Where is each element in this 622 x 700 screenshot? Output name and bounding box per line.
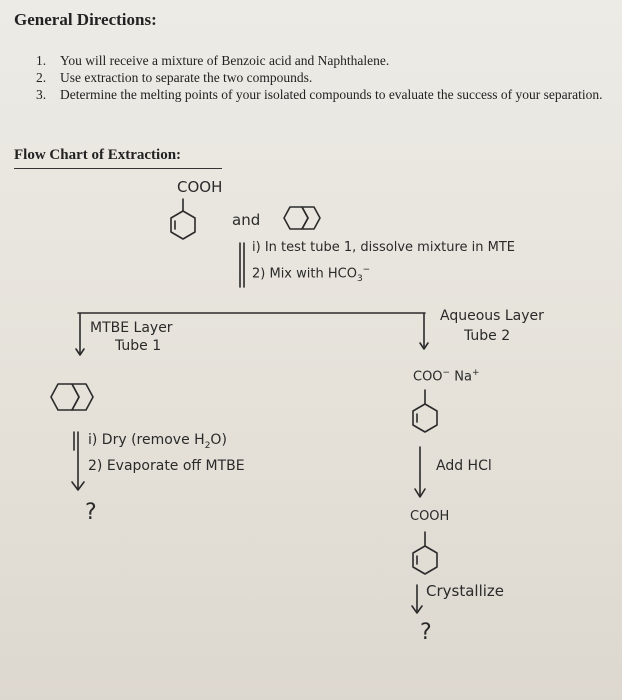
carboxylate-group: COO bbox=[413, 369, 443, 385]
step1-arrow bbox=[240, 243, 244, 287]
benzoic-acid-cooh-label: COOH bbox=[177, 178, 223, 196]
crystallize-arrow bbox=[412, 585, 422, 613]
sodium-label: Na bbox=[454, 369, 472, 385]
step1-mix-superscript: − bbox=[362, 265, 371, 275]
left-steps-arrow bbox=[72, 432, 84, 490]
dry-step-label: i) Dry (remove H bbox=[88, 432, 205, 448]
tube2-result-mark: ? bbox=[420, 620, 432, 645]
list-text: Use extraction to separate the two compounds. bbox=[60, 70, 313, 85]
step1-mix-label: 2) Mix with HCO bbox=[252, 266, 357, 282]
crystallize-text: Crystallize bbox=[426, 582, 505, 600]
naphthalene-structure bbox=[284, 207, 320, 229]
carboxylate-label bbox=[413, 368, 479, 384]
right-branch-arrow bbox=[420, 314, 428, 349]
list-text: Determine the melting points of your isolated compounds to evaluate the success of your separation. bbox=[60, 87, 603, 102]
add-hcl-text: Add HCl bbox=[436, 458, 492, 474]
tube2-label: Tube 2 bbox=[464, 328, 511, 344]
benzoic-acid-product-cooh-label: COOH bbox=[410, 509, 450, 524]
dry-step-subscript: 2 bbox=[204, 440, 211, 451]
step1-mix-text bbox=[252, 265, 370, 284]
acidify-arrow bbox=[415, 447, 425, 497]
evaporate-step-text: 2) Evaporate off MTBE bbox=[88, 458, 245, 474]
step1-dissolve-text: i) In test tube 1, dissolve mixture in MTE bbox=[252, 240, 516, 255]
flow-chart-title: Flow Chart of Extraction: bbox=[14, 147, 182, 163]
benzoic-acid-product-structure bbox=[413, 532, 437, 574]
page-title: General Directions: bbox=[14, 10, 157, 29]
step1-mix-subscript: 3 bbox=[356, 273, 363, 284]
carboxylate-charge: − bbox=[442, 368, 451, 378]
list-text: You will receive a mixture of Benzoic acid and Naphthalene. bbox=[60, 53, 390, 68]
mtbe-layer-label: MTBE Layer bbox=[90, 320, 173, 336]
dry-step-end: O) bbox=[210, 432, 227, 448]
list-number: 2. bbox=[36, 70, 47, 85]
naphthalene-product-structure bbox=[51, 384, 93, 410]
benzoic-acid-structure bbox=[171, 199, 195, 239]
tube1-result-mark: ? bbox=[85, 500, 97, 525]
sodium-charge: + bbox=[471, 368, 480, 378]
list-number: 1. bbox=[36, 53, 47, 68]
aqueous-layer-label: Aqueous Layer bbox=[440, 308, 544, 324]
carboxylate-structure bbox=[413, 390, 437, 432]
list-number: 3. bbox=[36, 87, 47, 102]
tube1-label: Tube 1 bbox=[115, 338, 162, 354]
dry-step-text bbox=[88, 432, 227, 451]
and-label: and bbox=[232, 211, 261, 229]
left-branch-arrow bbox=[76, 314, 84, 355]
